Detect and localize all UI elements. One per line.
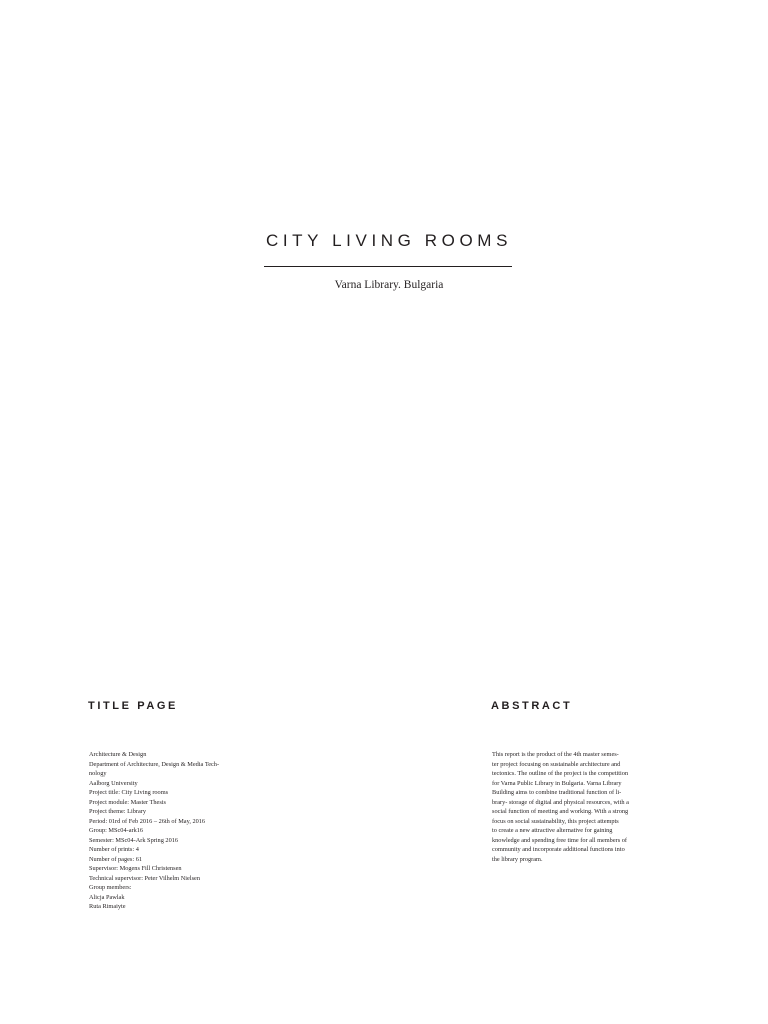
abstract-heading: ABSTRACT — [491, 700, 573, 712]
title-divider — [264, 266, 512, 267]
abstract-line: to create a new attractive alternative for gaining — [492, 827, 613, 834]
abstract-line: Building aims to combine traditional function of li- — [492, 789, 622, 796]
detail-line: Aalborg University — [89, 779, 138, 787]
detail-line: Project theme: Library — [89, 808, 147, 815]
detail-line: nology — [89, 770, 107, 777]
abstract-line: This report is the product of the 4th master semes- — [492, 751, 619, 758]
abstract-line: the library program. — [492, 855, 543, 863]
detail-line: Department of Architecture, Design & Media Tech- — [89, 760, 220, 768]
document-title: CITY LIVING ROOMS — [265, 231, 513, 250]
detail-line: Ruta Rimaiyte — [89, 903, 126, 910]
title-page-details — [89, 750, 249, 912]
abstract-line: brary- storage of digital and physical resources, with a — [492, 798, 629, 806]
abstract-line: tectonics. The outline of the project is the competition — [492, 770, 629, 777]
detail-line: Period: 01rd of Feb 2016 – 26th of May, 2016 — [89, 817, 206, 825]
detail-line: Alicja Pawlak — [89, 893, 125, 901]
abstract-line: ter project focusing on sustainable architecture and — [492, 760, 621, 768]
detail-line: Technical supervisor: Peter Vilhelm Nielsen — [89, 874, 200, 882]
abstract-line: knowledge and spending free time for all members of — [492, 836, 627, 844]
abstract-line: for Varna Public Library in Bulgaria. Varna Library — [492, 779, 622, 787]
detail-line: Supervisor: Mogens Fill Christensen — [89, 865, 182, 872]
detail-line: Group members: — [89, 884, 132, 891]
detail-line: Semester: MSc04-Ark Spring 2016 — [89, 836, 179, 844]
detail-line: Group: MSc04-ark16 — [89, 827, 144, 834]
title-page-heading: TITLE PAGE — [88, 700, 178, 712]
detail-line: Number of pages: 61 — [89, 855, 142, 863]
detail-line: Architecture & Design — [89, 751, 147, 758]
detail-line: Project module: Master Thesis — [89, 798, 167, 806]
abstract-body — [492, 750, 650, 864]
abstract-line: community and incorporate additional functions into — [492, 846, 625, 853]
document-subtitle: Varna Library. Bulgaria — [334, 279, 444, 291]
abstract-line: focus on social sustainability, this project attempts — [492, 817, 619, 825]
detail-line: Number of prints: 4 — [89, 846, 139, 853]
abstract-line: social function of meeting and working. With a strong — [492, 808, 629, 815]
detail-line: Project title: City Living rooms — [89, 789, 169, 796]
title-block — [0, 231, 768, 251]
